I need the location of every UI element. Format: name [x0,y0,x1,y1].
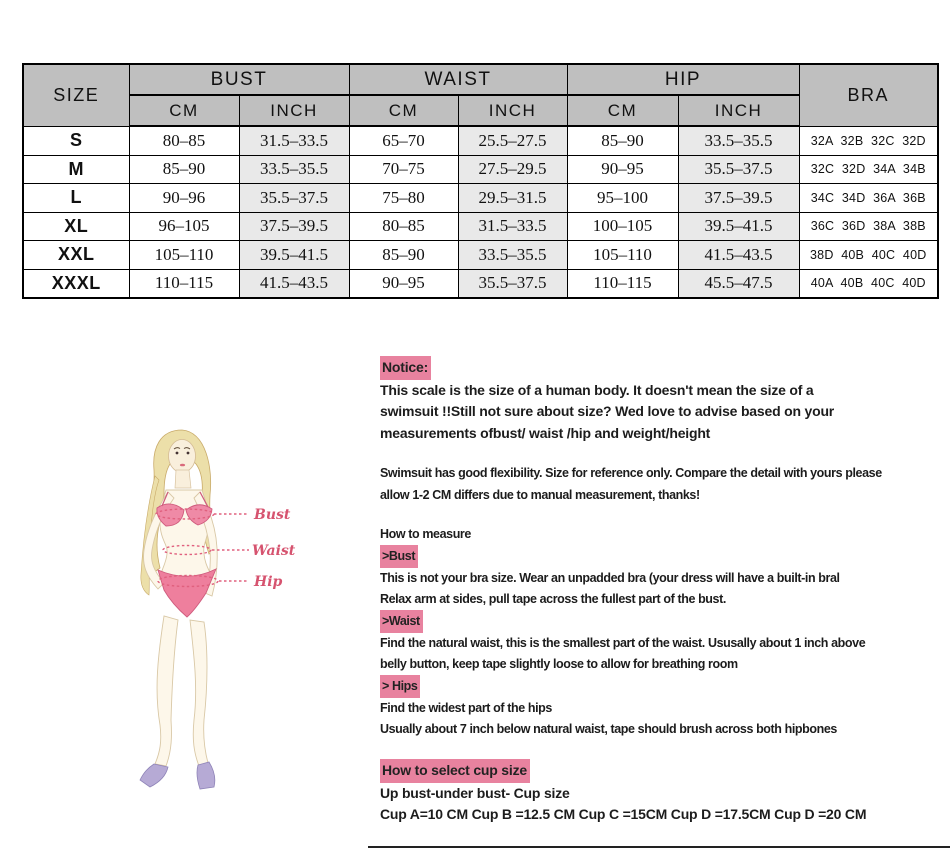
bra-cell: 36C 36D 38A 38B [799,212,938,241]
waist-instruction-line: Find the natural waist, this is the smallest part of the waist. Ususally about 1 inch above [380,636,866,650]
measurement-figure [100,420,400,800]
col-header-bra: BRA [799,64,938,126]
how-to-measure-heading: How to measure [380,527,471,541]
flexibility-line: Swimsuit has good flexibility. Size for reference only. Compare the detail with yours please [380,466,882,480]
table-row [23,155,938,184]
waist-heading-line [380,610,940,633]
flexibility-line: allow 1-2 CM differs due to manual measurement, thanks! [380,488,700,502]
notice-line: This scale is the size of a human body. It doesn't mean the size of a [380,381,814,398]
size-cell: XXXL [23,269,129,298]
bust-cm-cell: 110–115 [129,269,239,298]
waist-cm-cell: 85–90 [349,241,458,270]
sizing-notes [380,350,940,826]
table-row [23,184,938,213]
bottom-divider [368,846,950,848]
bust-cm-cell: 105–110 [129,241,239,270]
bra-cell: 38D 40B 40C 40D [799,241,938,270]
size-cell: L [23,184,129,213]
table-row [23,269,938,298]
bust-inch-cell: 41.5–43.5 [239,269,349,298]
waist-inch-cell: 27.5–29.5 [458,155,567,184]
bust-heading-line [380,545,940,568]
size-cell: S [23,126,129,155]
notice-heading: Notice: [380,356,431,380]
size-table [22,63,939,299]
bra-cell: 34C 34D 36A 36B [799,184,938,213]
bust-inch-cell: 39.5–41.5 [239,241,349,270]
neck [175,470,191,488]
col-header-waist-inch: INCH [458,95,567,126]
col-header-size: SIZE [23,64,129,126]
bust-instruction-line: This is not your bra size. Wear an unpadded bra (your dress will have a built-in bral [380,571,840,585]
waist-inch-cell: 35.5–37.5 [458,269,567,298]
face [169,440,196,473]
hip-inch-cell: 45.5–47.5 [678,269,799,298]
left-leg [190,620,208,766]
lips [180,464,185,467]
cup-instruction-line: Up bust-under bust- Cup size [380,784,570,801]
hip-cm-cell: 85–90 [567,126,678,155]
waist-instruction-line: belly button, keep tape slightly loose to allow for breathing room [380,657,738,671]
table-row [23,241,938,270]
waist-inch-cell: 29.5–31.5 [458,184,567,213]
size-cell: M [23,155,129,184]
hip-cm-cell: 90–95 [567,155,678,184]
waist-cm-cell: 75–80 [349,184,458,213]
size-cell: XL [23,212,129,241]
col-header-hip: HIP [567,64,799,95]
left-eye [176,452,179,455]
waist-heading: >Waist [380,610,423,633]
waist-inch-cell: 33.5–35.5 [458,241,567,270]
hip-cm-cell: 100–105 [567,212,678,241]
notice-heading-line [380,356,940,380]
table-row [23,212,938,241]
waist-label: Waist [252,543,296,559]
cup-size-heading: How to select cup size [380,759,530,783]
hips-instruction-line: Usually about 7 inch below natural waist, tape should brush across both hipbones [380,722,837,736]
cup-heading-line [380,759,940,783]
col-header-hip-cm: CM [567,95,678,126]
waist-inch-cell: 25.5–27.5 [458,126,567,155]
hip-label: Hip [254,574,283,590]
bust-cm-cell: 90–96 [129,184,239,213]
col-header-waist-cm: CM [349,95,458,126]
hips-heading-line [380,675,940,698]
bra-cell: 40A 40B 40C 40D [799,269,938,298]
waist-cm-cell: 80–85 [349,212,458,241]
bust-inch-cell: 33.5–35.5 [239,155,349,184]
hip-inch-cell: 33.5–35.5 [678,126,799,155]
bust-instruction-line: Relax arm at sides, pull tape across the fullest part of the bust. [380,592,726,606]
hips-instruction-line: Find the widest part of the hips [380,701,552,715]
waist-cm-cell: 90–95 [349,269,458,298]
hips-heading: > Hips [380,675,420,698]
bust-heading: >Bust [380,545,418,568]
bust-inch-cell: 31.5–33.5 [239,126,349,155]
right-shoe [140,764,168,787]
bust-cm-cell: 96–105 [129,212,239,241]
col-header-waist: WAIST [349,64,567,95]
hip-cm-cell: 110–115 [567,269,678,298]
hip-inch-cell: 35.5–37.5 [678,155,799,184]
col-header-bust-cm: CM [129,95,239,126]
hip-inch-cell: 37.5–39.5 [678,184,799,213]
cup-instruction-line: Cup A=10 CM Cup B =12.5 CM Cup C =15CM Cup D =17.5CM Cup D =20 CM [380,806,867,822]
table-header-row [23,64,938,95]
bust-label: Bust [254,507,291,523]
hip-cm-cell: 105–110 [567,241,678,270]
notice-line: swimsuit !!Still not sure about size? Wed love to advise based on your [380,403,835,419]
left-shoe [197,762,215,789]
notice-line: measurements ofbust/ waist /hip and weight/height [380,424,711,441]
bust-inch-cell: 37.5–39.5 [239,212,349,241]
col-header-hip-inch: INCH [678,95,799,126]
bra-cell: 32C 32D 34A 34B [799,155,938,184]
hip-inch-cell: 39.5–41.5 [678,212,799,241]
size-cell: XXL [23,241,129,270]
woman-sketch-illustration [100,420,400,800]
col-header-bust: BUST [129,64,349,95]
waist-cm-cell: 70–75 [349,155,458,184]
bust-cm-cell: 85–90 [129,155,239,184]
bra-cell: 32A 32B 32C 32D [799,126,938,155]
right-leg [155,616,178,766]
waist-inch-cell: 31.5–33.5 [458,212,567,241]
bust-inch-cell: 35.5–37.5 [239,184,349,213]
right-eye [187,452,190,455]
col-header-bust-inch: INCH [239,95,349,126]
table-row [23,126,938,155]
bust-cm-cell: 80–85 [129,126,239,155]
hip-inch-cell: 41.5–43.5 [678,241,799,270]
waist-cm-cell: 65–70 [349,126,458,155]
hip-cm-cell: 95–100 [567,184,678,213]
